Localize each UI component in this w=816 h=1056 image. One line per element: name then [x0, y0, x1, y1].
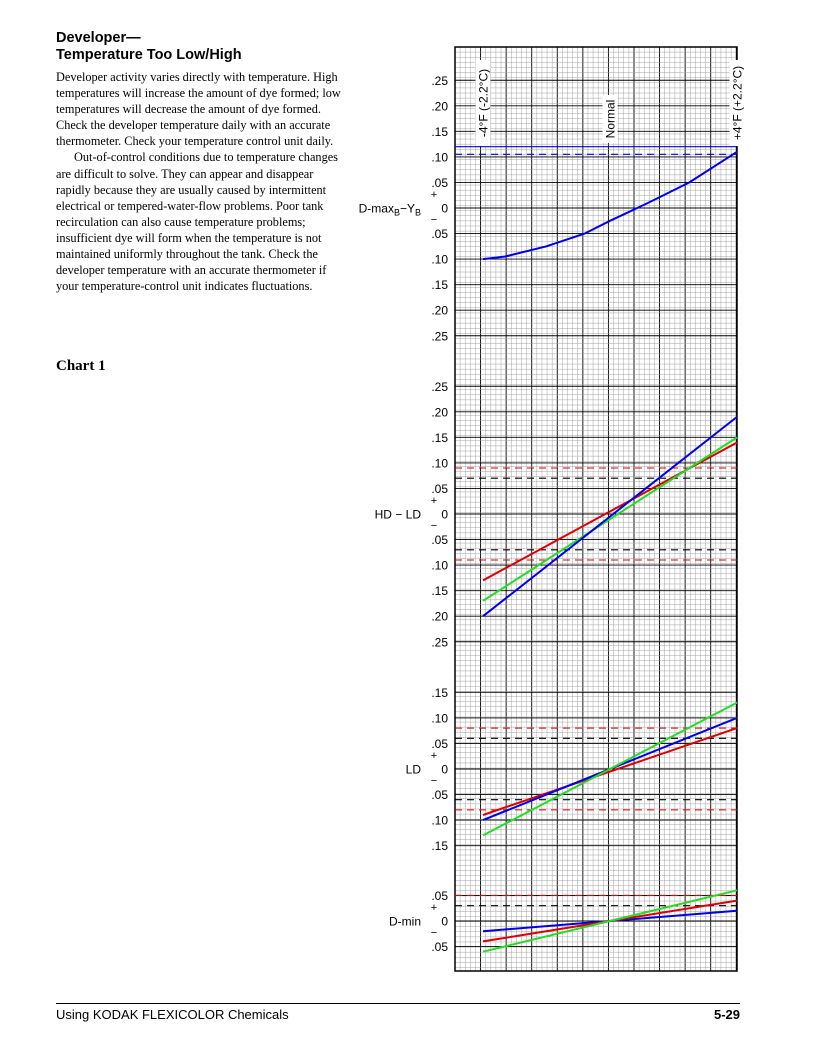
tick-label: .25 — [431, 379, 448, 394]
minus-sign: − — [430, 214, 438, 226]
plot-series — [483, 152, 737, 952]
series-line-green — [483, 437, 737, 601]
tick-label: .10 — [431, 456, 448, 471]
panel-label: D-min — [389, 914, 421, 929]
panel-label-part: B — [414, 207, 421, 218]
tick-label: .10 — [431, 711, 448, 726]
minus-sign: − — [430, 520, 438, 532]
tick-label: .05 — [431, 736, 448, 751]
series-line-blue — [483, 417, 737, 616]
tick-label: .15 — [431, 685, 448, 700]
tick-label: .15 — [431, 278, 448, 293]
chart-frame — [455, 47, 737, 971]
tick-label: .25 — [431, 635, 448, 650]
tick-label: 0 — [441, 914, 448, 929]
tick-label: .10 — [431, 813, 448, 828]
section-title-line1: Developer— — [56, 30, 141, 46]
panel-label-part: −Y — [399, 201, 415, 216]
tick-label: .05 — [431, 533, 448, 548]
body-paragraph-2: Out-of-control conditions due to temperature changes are difficult to solve. They can appear and disappear rapidly because they are usually caused by intermittent electrical or tempered-water-flow problems. Poor tank recirculation can also cause temperature problems; insufficient dye will form when the temperature is not maintained uniformly throughout the tank. Check the developer temperature with an accurate thermometer if your temperature-control unit indicates fluctuations. — [56, 150, 338, 294]
panel-label: HD − LD — [374, 507, 421, 522]
page-number: 5-29 — [713, 1007, 740, 1022]
tick-label: .15 — [431, 584, 448, 599]
tick-label: .10 — [431, 558, 448, 573]
panel-label-part: B — [393, 207, 400, 218]
tick-label: .05 — [431, 481, 448, 496]
section-title-line2: Temperature Too Low/High — [56, 47, 242, 63]
footer-title: Using KODAK FLEXICOLOR Chemicals — [56, 1007, 289, 1022]
tick-label: .25 — [431, 73, 448, 88]
control-limits — [455, 147, 737, 906]
tick-label: .05 — [431, 888, 448, 903]
tick-label: .15 — [431, 124, 448, 139]
panel-label — [359, 202, 421, 218]
chart-caption: Chart 1 — [56, 358, 106, 374]
tick-label: .05 — [431, 788, 448, 803]
plus-sign: + — [430, 495, 438, 507]
tick-label: .15 — [431, 430, 448, 445]
tick-label: .20 — [431, 609, 448, 624]
chart-grid — [455, 47, 737, 971]
plus-sign: + — [430, 750, 438, 762]
column-label: Normal — [603, 99, 618, 139]
tick-label: .05 — [431, 227, 448, 242]
tick-label: .25 — [431, 329, 448, 344]
tick-label: .15 — [431, 839, 448, 854]
tick-label: .10 — [431, 150, 448, 165]
plus-sign: + — [430, 189, 438, 201]
column-label: -4°F (-2.2°C) — [476, 68, 491, 138]
tick-label: .20 — [431, 405, 448, 420]
plus-sign: + — [430, 902, 438, 914]
panel-label: LD — [405, 762, 421, 777]
series-line-red — [483, 728, 737, 815]
tick-label: 0 — [441, 507, 448, 522]
tick-label: .10 — [431, 252, 448, 267]
column-label: +4°F (+2.2°C) — [730, 65, 745, 141]
footer-rule — [56, 1003, 740, 1004]
tick-label: .20 — [431, 303, 448, 318]
body-paragraph-1: Developer activity varies directly with temperature. High temperatures will increase the amount of dye formed; low temperatures will decrease the amount of dye formed. Check the developer temperature daily with an accurate thermometer. Check your temperature control unit daily. — [56, 70, 341, 149]
tick-label: 0 — [441, 762, 448, 777]
minus-sign: − — [430, 775, 438, 787]
tick-label: 0 — [441, 201, 448, 216]
panel-label-part: D-max — [358, 201, 394, 216]
tick-label: .05 — [431, 940, 448, 955]
tick-label: .20 — [431, 99, 448, 114]
minus-sign: − — [430, 927, 438, 939]
tick-label: .05 — [431, 175, 448, 190]
